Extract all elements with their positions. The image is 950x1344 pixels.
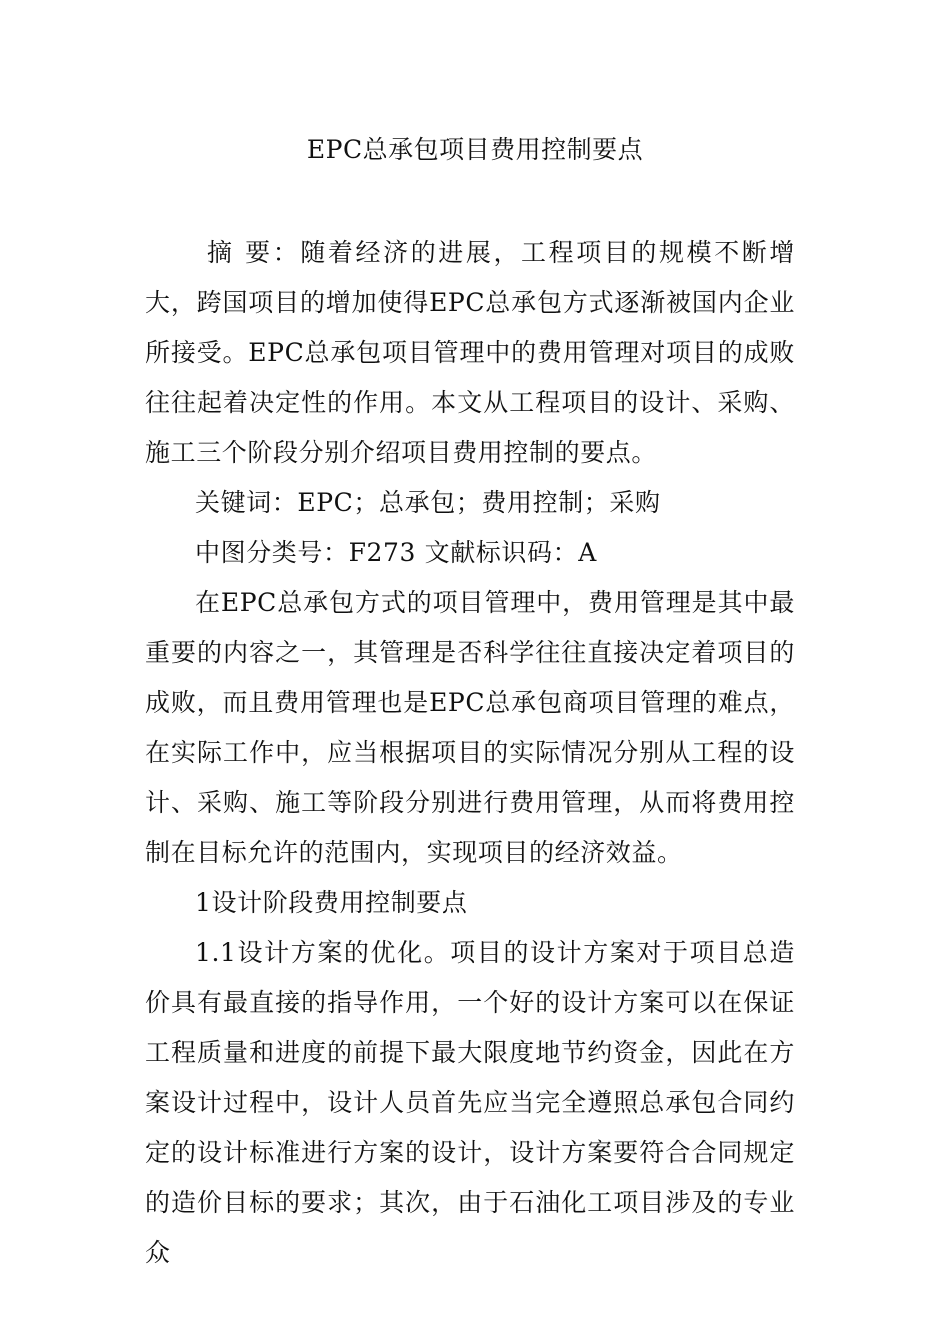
section-paragraph: 1.1设计方案的优化。项目的设计方案对于项目总造价具有最直接的指导作用，一个好的设计方案可以在保证工程质量和进度的前提下最大限度地节约资金，因此在方案设计过程中，设计人员首先应当完全遵照总承包合同约定的设计标准进行方案的设计，设计方案要符合合同规定的造价目标的要求；其次，由于石油化工项目涉及的专业众 — [145, 938, 795, 1267]
intro-paragraph: 在EPC总承包方式的项目管理中，费用管理是其中最重要的内容之一，其管理是否科学往往直接决定着项目的成败，而且费用管理也是EPC总承包商项目管理的难点，在实际工作中，应当根据项目的实际情况分别从工程的设计、采购、施工等阶段分别进行费用管理，从而将费用控制在目标允许的范围内，实现项目的经济效益。 — [145, 588, 795, 867]
abstract-paragraph: 摘 要：随着经济的进展，工程项目的规模不断增大，跨国项目的增加使得EPC总承包方式逐渐被国内企业所接受。EPC总承包项目管理中的费用管理对项目的成败往往起着决定性的作用。本文从工程项目的设计、采购、施工三个阶段分别介绍项目费用控制的要点。 — [145, 238, 795, 467]
document-title: EPC总承包项目费用控制要点 — [306, 135, 644, 164]
classification-paragraph: 中图分类号：F273 文献标识码：A — [195, 538, 597, 567]
keywords-paragraph: 关键词：EPC；总承包；费用控制；采购 — [195, 488, 661, 517]
section-heading: 1设计阶段费用控制要点 — [195, 888, 468, 917]
document-body — [145, 228, 795, 1278]
